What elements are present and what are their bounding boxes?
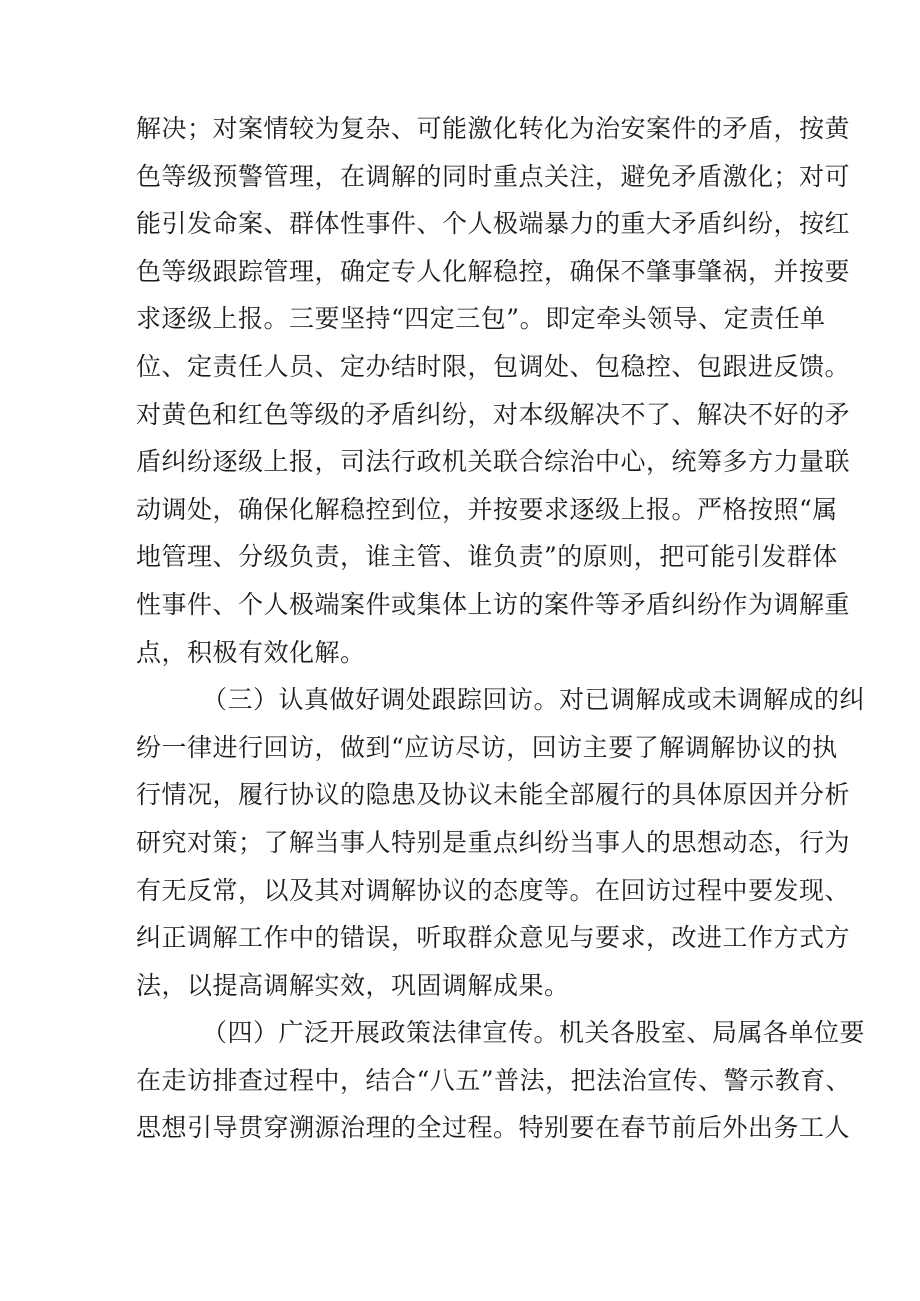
- text-line: 求逐级上报。三要坚持“四定三包”。即定牵头领导、定责任单: [136, 304, 826, 334]
- text-line: 性事件、个人极端案件或集体上访的案件等矛盾纠纷作为调解重: [136, 589, 851, 619]
- text-line: 动调处，确保化解稳控到位，并按要求逐级上报。严格按照“属: [136, 494, 838, 524]
- text-line: 盾纠纷逐级上报，司法行政机关联合综治中心，统筹多方力量联: [136, 447, 851, 477]
- text-line: 在走访排查过程中，结合“八五”普法，把法治宣传、警示教育、: [136, 1065, 852, 1095]
- text-line: 研究对策；了解当事人特别是重点纠纷当事人的思想动态，行为: [136, 827, 851, 857]
- document-body: [136, 105, 866, 1152]
- text-line: 色等级预警管理，在调解的同时重点关注，避免矛盾激化；对可: [136, 161, 851, 191]
- text-line: 对黄色和红色等级的矛盾纠纷，对本级解决不了、解决不好的矛: [136, 399, 851, 429]
- paragraph-1: [136, 105, 851, 676]
- text-line: 纠正调解工作中的错误，听取群众意见与要求，改进工作方式方: [136, 923, 851, 953]
- section-heading-line: （四）广泛开展政策法律宣传。机关各股室、局属各单位要: [202, 1018, 866, 1048]
- section-heading-line: （三）认真做好调处跟踪回访。对已调解成或未调解成的纠: [202, 685, 866, 715]
- text-line: 有无反常，以及其对调解协议的态度等。在回访过程中要发现、: [136, 875, 851, 905]
- text-line: 法，以提高调解实效，巩固调解成果。: [136, 970, 570, 1000]
- text-line: 地管理、分级负责，谁主管、谁负责”的原则，把可能引发群体: [136, 542, 838, 572]
- text-line: 点，积极有效化解。: [136, 637, 366, 667]
- text-line: 行情况，履行协议的隐患及协议未能全部履行的具体原因并分析: [136, 780, 851, 810]
- text-line: 位、定责任人员、定办结时限，包调处、包稳控、包跟进反馈。: [136, 351, 851, 381]
- text-line: 解决；对案情较为复杂、可能激化转化为治安案件的矛盾，按黄: [136, 114, 851, 143]
- paragraph-2: [136, 676, 866, 1009]
- text-line: 色等级跟踪管理，确定专人化解稳控，确保不肇事肇祸，并按要: [136, 256, 851, 286]
- text-line: 能引发命案、群体性事件、个人极端暴力的重大矛盾纠纷，按红: [136, 209, 851, 239]
- text-line: 思想引导贯穿溯源治理的全过程。特别要在春节前后外出务工人: [136, 1113, 851, 1143]
- paragraph-3: [136, 1009, 866, 1152]
- text-line: 纷一律进行回访，做到“应访尽访，回访主要了解调解协议的执: [136, 732, 838, 762]
